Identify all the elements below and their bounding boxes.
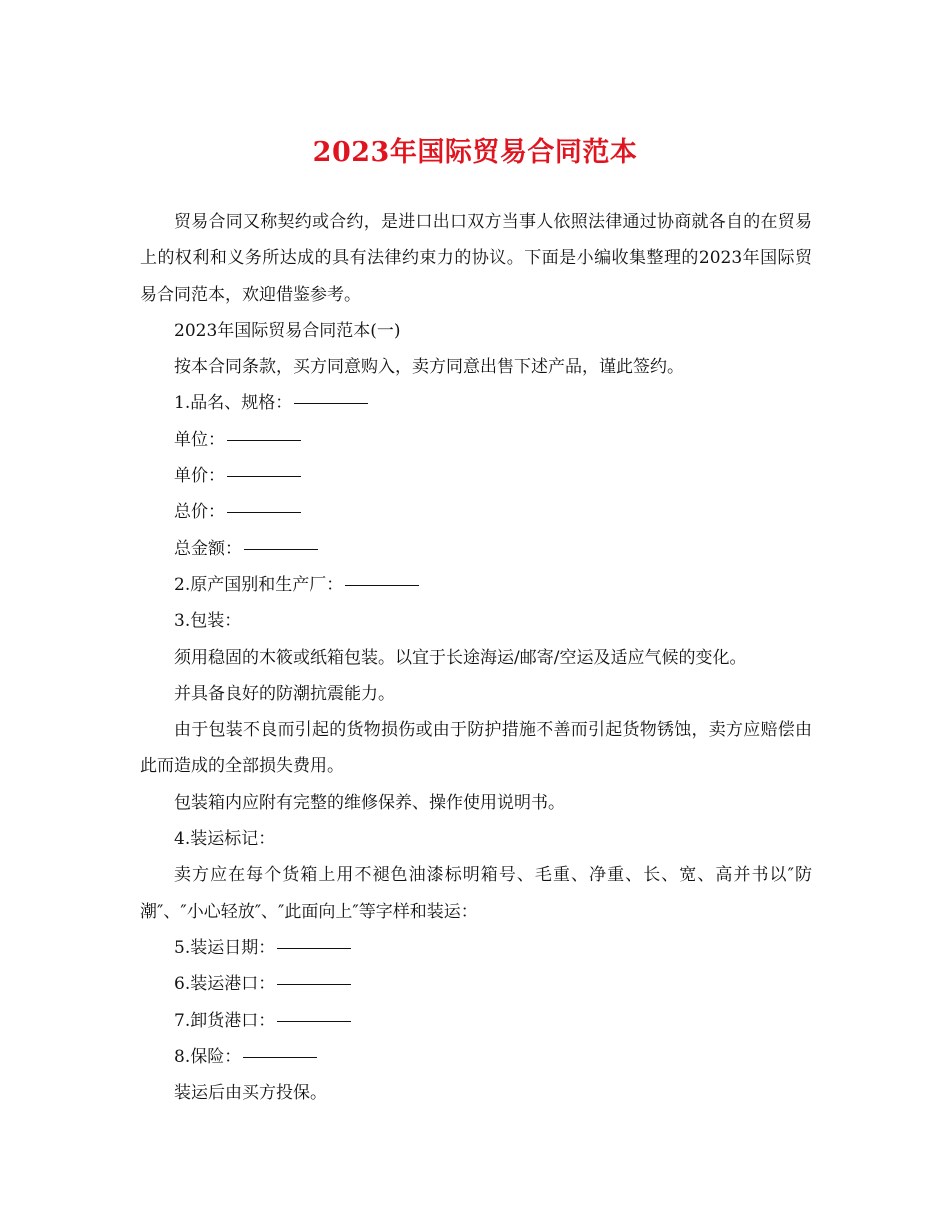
fill-in-blank: [277, 1020, 351, 1022]
fill-in-blank: [277, 983, 351, 985]
intro-paragraph: 贸易合同又称契约或合约，是进口出口双方当事人依照法律通过协商就各自的在贸易上的权利和义务所达成的具有法律约束力的协议。下面是小编收集整理的2023年国际贸易合同范本，欢迎借鉴参考。: [140, 212, 812, 305]
field-label: 6.装运港口：: [174, 974, 276, 995]
fill-in-blank: [345, 584, 419, 586]
field-label: 总金额：: [174, 538, 242, 559]
field-unit: [140, 422, 812, 458]
packing-heading: 3.包装：: [174, 611, 242, 632]
field-label: 1.品名、规格：: [174, 393, 293, 414]
field-unit-price: [140, 458, 812, 494]
contract-preamble: 按本合同条款，买方同意购入，卖方同意出售下述产品，谨此签约。: [174, 357, 684, 378]
packing-text: 包装箱内应附有完整的维修保养、操作使用说明书。: [174, 792, 565, 813]
fill-in-blank: [227, 511, 301, 513]
marking-heading: 4.装运标记：: [174, 829, 276, 850]
field-total-price: [140, 494, 812, 530]
field-label: 5.装运日期：: [174, 937, 276, 958]
fill-in-blank: [294, 402, 368, 404]
field-label: 7.卸货港口：: [174, 1010, 276, 1031]
packing-text: 并具备良好的防潮抗震能力。: [174, 683, 395, 704]
field-shipment-date: [140, 930, 812, 966]
fill-in-blank: [277, 947, 351, 949]
field-total-amount: [140, 531, 812, 567]
field-discharge-port: [140, 1003, 812, 1039]
packing-text: 由于包装不良而引起的货物损伤或由于防护措施不善而引起货物锈蚀，卖方应赔偿由此而造成的全部损失费用。: [140, 720, 812, 777]
fill-in-blank: [243, 1056, 317, 1058]
document-title: 2023年国际贸易合同范本: [312, 137, 638, 168]
field-label: 单价：: [174, 466, 225, 487]
field-product-name: [140, 385, 812, 421]
marking-text: 卖方应在每个货箱上用不褪色油漆标明箱号、毛重、净重、长、宽、高并书以″防潮″、″小心轻放″、″此面向上″等字样和装运：: [140, 865, 812, 922]
field-label: 单位：: [174, 429, 225, 450]
fill-in-blank: [227, 439, 301, 441]
insurance-text: 装运后由买方投保。: [174, 1083, 327, 1104]
field-label: 总价：: [174, 502, 225, 523]
field-loading-port: [140, 966, 812, 1002]
field-insurance: [140, 1039, 812, 1075]
field-label: 8.保险：: [174, 1046, 242, 1067]
fill-in-blank: [244, 548, 318, 550]
field-label: 2.原产国别和生产厂：: [174, 574, 344, 595]
packing-text: 须用稳固的木筱或纸箱包装。以宜于长途海运/邮寄/空运及适应气候的变化。: [174, 647, 747, 668]
document-body: [140, 204, 812, 1111]
section-heading: 2023年国际贸易合同范本(一): [174, 320, 401, 341]
fill-in-blank: [227, 475, 301, 477]
field-origin: [140, 567, 812, 603]
